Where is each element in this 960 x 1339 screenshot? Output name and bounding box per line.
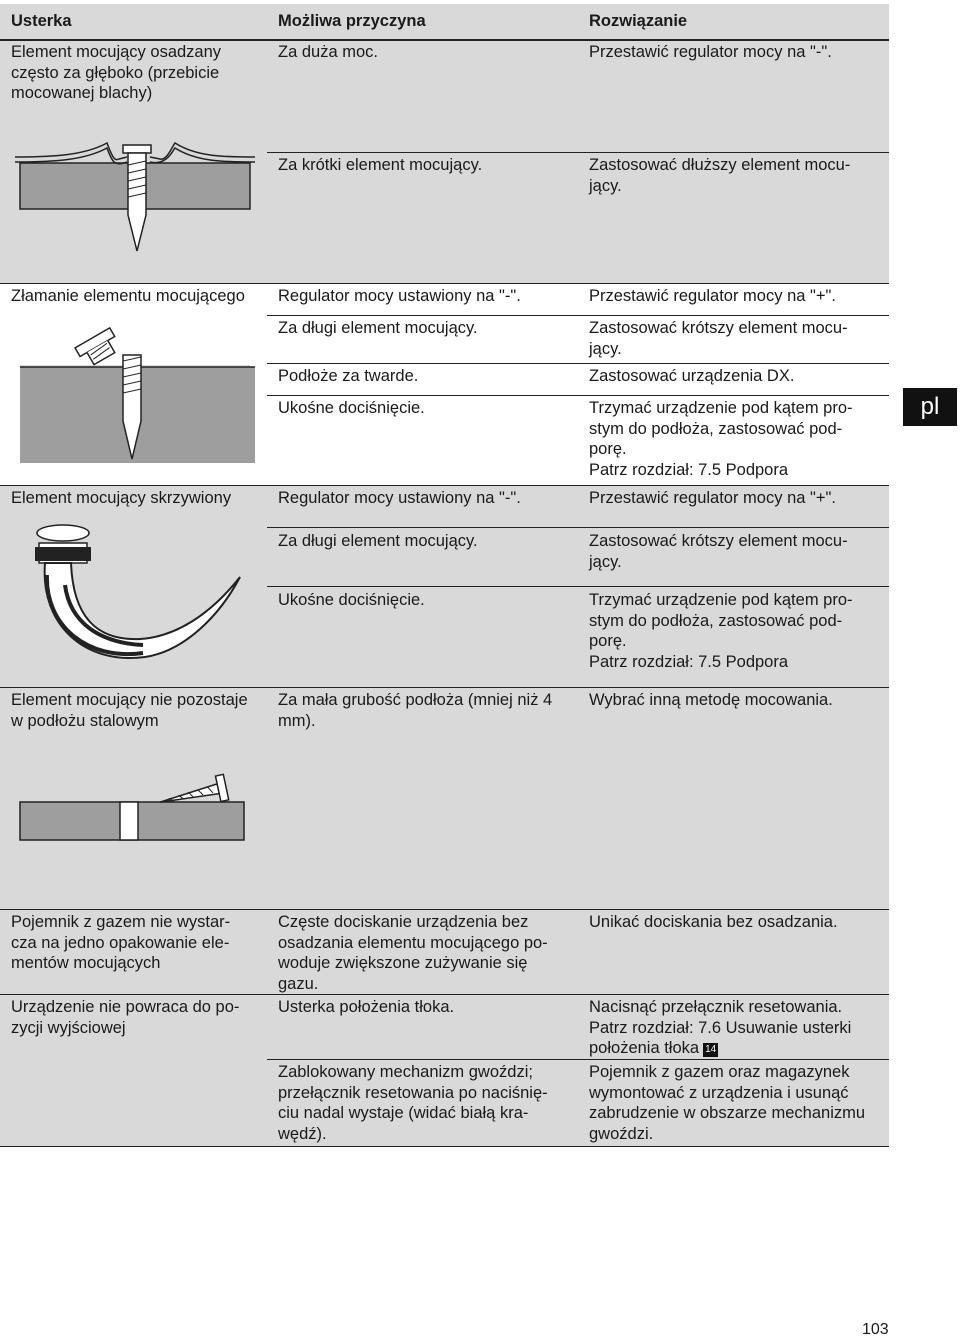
cause-text: Podłoże za twarde. (278, 367, 419, 385)
header-cause: Możliwa przyczyna (278, 12, 426, 30)
solution-text: Unikać dociskania bez osadzania. (589, 913, 838, 931)
fault-text: Element mocujący osadzany często za głęboko (przebicie mocowanej blachy) (11, 43, 222, 102)
solution-text: Pojemnik z gazem oraz magazynek wymontować z urządzenia i usunąć zabrudzenie w obszarze mechanizmu gwoździ. (589, 1063, 866, 1143)
cause-text: Za krótki element mocujący. (278, 156, 483, 174)
solution-text: Przestawić regulator mocy na "-". (589, 43, 832, 61)
figure-ref-badge: 14 (705, 1044, 717, 1055)
rule (0, 687, 889, 688)
page-number: 103 (862, 1321, 889, 1338)
rule (0, 485, 889, 486)
fault-text: Element mocujący nie pozostaje w podłożu stalowym (11, 691, 248, 730)
rule (267, 315, 889, 316)
rule (267, 1059, 889, 1060)
fault-text: Złamanie elementu mocującego (11, 287, 245, 305)
solution-text: Zastosować dłuższy element mocu- jący. (589, 156, 851, 195)
cause-text: Za długi element mocujący. (278, 532, 478, 550)
cause-text: Zablokowany mechanizm gwoździ; przełącznik resetowania po naciśnię- ciu nadal wystaje (widać białą kra- wędź). (278, 1063, 548, 1143)
fastener-not-holding-illustration (18, 770, 248, 850)
cause-text: Ukośne dociśnięcie. (278, 591, 425, 609)
rule (0, 1146, 889, 1147)
rule (267, 395, 889, 396)
solution-text: Zastosować krótszy element mocu- jący. (589, 532, 848, 571)
rule (0, 909, 889, 910)
rule (0, 994, 889, 995)
cause-text: Za długi element mocujący. (278, 319, 478, 337)
fastener-bent-illustration (25, 515, 255, 675)
fastener-broken-illustration (15, 325, 255, 465)
rule (0, 283, 889, 284)
fastener-too-deep-illustration (15, 135, 255, 255)
cause-text: Za mała grubość podłoża (mniej niż 4 mm). (278, 691, 553, 730)
cause-text: Regulator mocy ustawiony na "-". (278, 287, 521, 305)
solution-text: Trzymać urządzenie pod kątem pro- stym do podłoża, zastosować pod- porę. Patrz rozdział: 7.5 Podpora (589, 591, 853, 671)
cause-text: Usterka położenia tłoka. (278, 998, 455, 1016)
rule (267, 527, 889, 528)
header-solution: Rozwiązanie (589, 12, 688, 30)
fault-text: Urządzenie nie powraca do po- zycji wyjściowej (11, 998, 240, 1037)
solution-text: Zastosować krótszy element mocu- jący. (589, 319, 848, 358)
rule (267, 363, 889, 364)
rule (267, 152, 889, 153)
fault-text: Pojemnik z gazem nie wystar- cza na jedno opakowanie ele- mentów mocujących (11, 913, 231, 972)
solution-text (589, 997, 851, 1059)
solution-text: Przestawić regulator mocy na "+". (589, 489, 836, 507)
cause-text: Regulator mocy ustawiony na "-". (278, 489, 521, 507)
header-row-bg (0, 4, 889, 40)
rule-header (0, 39, 889, 41)
cause-text: Ukośne dociśnięcie. (278, 399, 425, 417)
header-fault: Usterka (11, 12, 72, 30)
solution-text-line: Nacisnąć przełącznik resetowania. Patrz rozdział: 7.6 Usuwanie usterki położenia tłoka (589, 998, 852, 1057)
solution-text: Zastosować urządzenia DX. (589, 367, 795, 385)
language-tab: pl (903, 388, 957, 426)
rule (267, 586, 889, 587)
cause-text: Częste dociskanie urządzenia bez osadzania elementu mocującego po- woduje zwiększone zużywanie się gazu. (278, 913, 548, 993)
solution-text: Przestawić regulator mocy na "+". (589, 287, 836, 305)
cause-text: Za duża moc. (278, 43, 378, 61)
fault-text: Element mocujący skrzywiony (11, 489, 232, 507)
solution-text: Trzymać urządzenie pod kątem pro- stym do podłoża, zastosować pod- porę. Patrz rozdział: 7.5 Podpora (589, 399, 853, 479)
solution-text: Wybrać inną metodę mocowania. (589, 691, 833, 709)
